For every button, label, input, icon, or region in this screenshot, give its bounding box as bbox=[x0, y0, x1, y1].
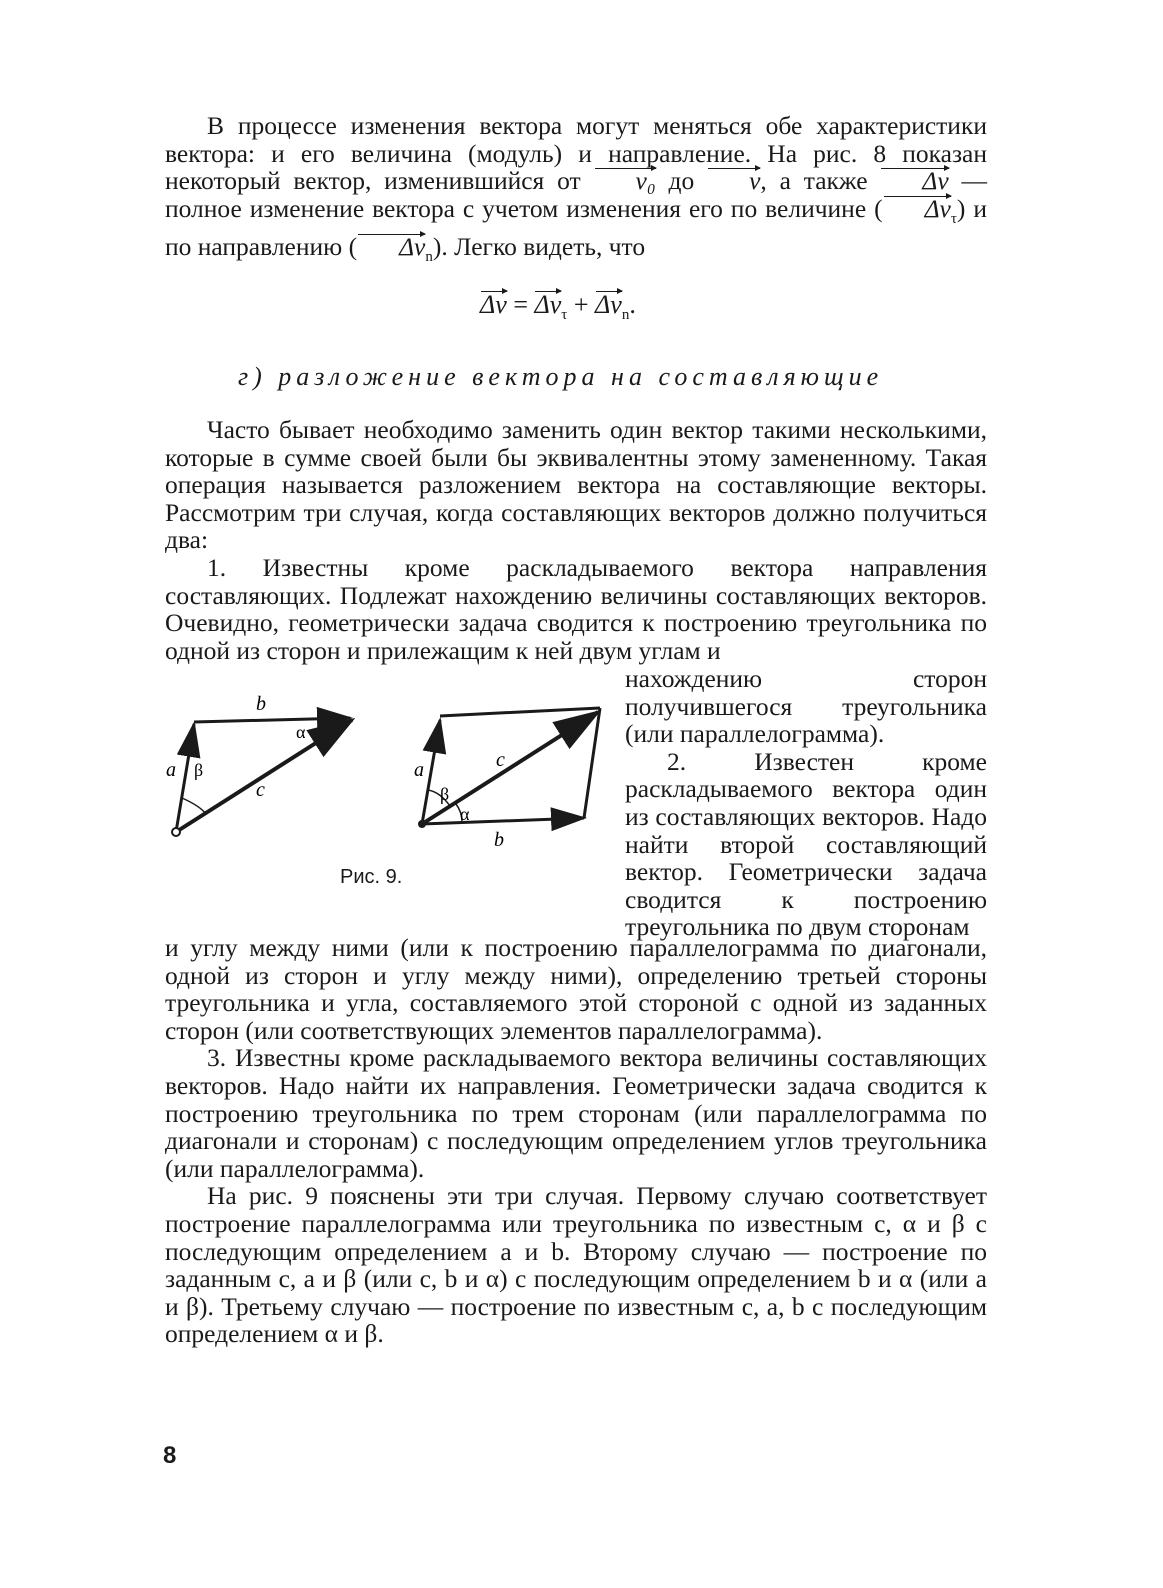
intro-text-2: до bbox=[655, 166, 708, 196]
formula-plus: + bbox=[567, 290, 595, 319]
vector-v0: v₀ bbox=[594, 167, 656, 195]
formula-term-n: Δv bbox=[595, 290, 622, 319]
case-2-continuation: и углу между ними (или к построению параллелограмма по диагонали, одной из сторон и углу между ними), определению третьей стороны треугольника и угла, составляемого этой стороной с одной из заданных сторон (или соответствующих элементов параллелограмма). bbox=[165, 933, 987, 1045]
vector-delta-v-tau: Δv bbox=[883, 195, 951, 223]
lower-text bbox=[165, 934, 987, 1348]
summary-paragraph: На рис. 9 пояснены эти три случая. Первому случаю соответствует построение параллелограмма или треугольника по известным c, α и β с последующим определением a и b. Второму случаю — построение по заданным c, a и β (или c, b и α) с последующим определением b и α (или a и β). Третьему случаю — построение по известным c, a, b с последующим определением α и β. bbox=[165, 1181, 987, 1349]
triangle-angle-alpha-arc bbox=[320, 720, 323, 740]
formula-sub-tau: τ bbox=[561, 307, 568, 324]
triangle-origin-point bbox=[172, 828, 180, 836]
triangle-vector-b bbox=[194, 718, 350, 722]
parallelogram-vector-c bbox=[422, 712, 598, 824]
formula-end: . bbox=[629, 290, 636, 319]
subscript-n: n bbox=[425, 249, 433, 266]
case-2-text: 2. Известен кроме раскладываемого вектора один из составляющих векторов. Надо найти второй составляющий вектор. Геометрически задача сводится к построению треугольника по двум сторонам bbox=[625, 746, 987, 942]
intro-paragraph bbox=[165, 112, 987, 272]
parallelogram-label-alpha: α bbox=[460, 804, 470, 824]
case-3-text: 3. Известны кроме раскладываемого вектора величины составляющих векторов. Надо найти их направления. Геометрически задача сводится к построению треугольника по трем сторонам (или параллелограмма по диагонали и сторонам) с последующим определением углов треугольника (или параллелограмма). bbox=[165, 1043, 987, 1183]
vector-v: v bbox=[707, 167, 760, 195]
figure-9 bbox=[160, 680, 620, 860]
figure-caption: Рис. 9. bbox=[340, 866, 403, 888]
parallelogram-label-c: c bbox=[496, 749, 505, 771]
intro-text-1: В процессе изменения вектора могут меняться обе характеристики вектора: и его величина (модуль) и направление. На рис. 8 показан некоторый вектор, изменившийся от bbox=[165, 111, 987, 196]
formula-sub-n: n bbox=[621, 307, 630, 324]
page-number: 8 bbox=[163, 1442, 177, 1469]
parallelogram-right-side bbox=[584, 708, 600, 818]
formula-equals: = bbox=[506, 290, 535, 319]
triangle-angle-beta-arc bbox=[182, 798, 206, 814]
right-column-text bbox=[625, 665, 987, 941]
case-1-continuation: нахождению сторон получившегося треугольника (или параллелограмма). bbox=[625, 664, 987, 749]
parallelogram-diagram bbox=[414, 708, 600, 851]
section-heading: г) разложение вектора на составляющие bbox=[238, 362, 884, 391]
formula-lhs: Δv bbox=[480, 290, 507, 319]
intro-text-3: , а также bbox=[760, 166, 881, 196]
formula-term-tau: Δv bbox=[534, 290, 562, 319]
intro-text-5: ) и по направлению ( bbox=[165, 193, 988, 262]
triangle-label-a: a bbox=[166, 759, 176, 781]
parallelogram-label-b: b bbox=[494, 829, 504, 851]
parallelogram-label-beta: β bbox=[440, 784, 450, 804]
vector-delta-v-n: Δv bbox=[357, 233, 425, 261]
triangle-label-c: c bbox=[256, 779, 265, 801]
triangle-label-beta: β bbox=[194, 760, 204, 780]
parallelogram-label-a: a bbox=[414, 759, 424, 781]
triangle-vector-a bbox=[176, 724, 194, 832]
subscript-tau: τ bbox=[950, 210, 957, 227]
decomposition-paragraph bbox=[165, 416, 987, 664]
paragraph-intro-decomposition: Часто бывает необходимо заменить один вектор такими несколькими, которые в сумме своей были бы эквивалентны этому замененному. Такая операция называется разложением вектора на составляющие векторы. Рассмотрим три случая, когда составляющих векторов должно получиться два: bbox=[165, 415, 987, 555]
vector-delta-v: Δv bbox=[880, 167, 948, 195]
vector-sum-formula bbox=[480, 290, 740, 324]
parallelogram-top-side bbox=[440, 708, 600, 716]
parallelogram-vector-a bbox=[422, 720, 440, 824]
intro-text-4: — полное изменение вектора с учетом изменения его по величине ( bbox=[165, 166, 988, 223]
triangle-label-b: b bbox=[256, 693, 266, 715]
triangle-diagram bbox=[166, 693, 352, 836]
case-1-text: 1. Известны кроме раскладываемого вектора направления составляющих. Подлежат нахождению величины составляющих векторов. Очевидно, геометрически задача сводится к построению треугольника по одной из сторон и прилежащим к ней двум углам и bbox=[165, 552, 987, 665]
parallelogram-vector-b bbox=[422, 818, 584, 824]
parallelogram-origin-point bbox=[418, 820, 426, 828]
intro-text-6: ). Легко видеть, что bbox=[432, 232, 646, 262]
triangle-label-alpha: α bbox=[296, 722, 306, 742]
